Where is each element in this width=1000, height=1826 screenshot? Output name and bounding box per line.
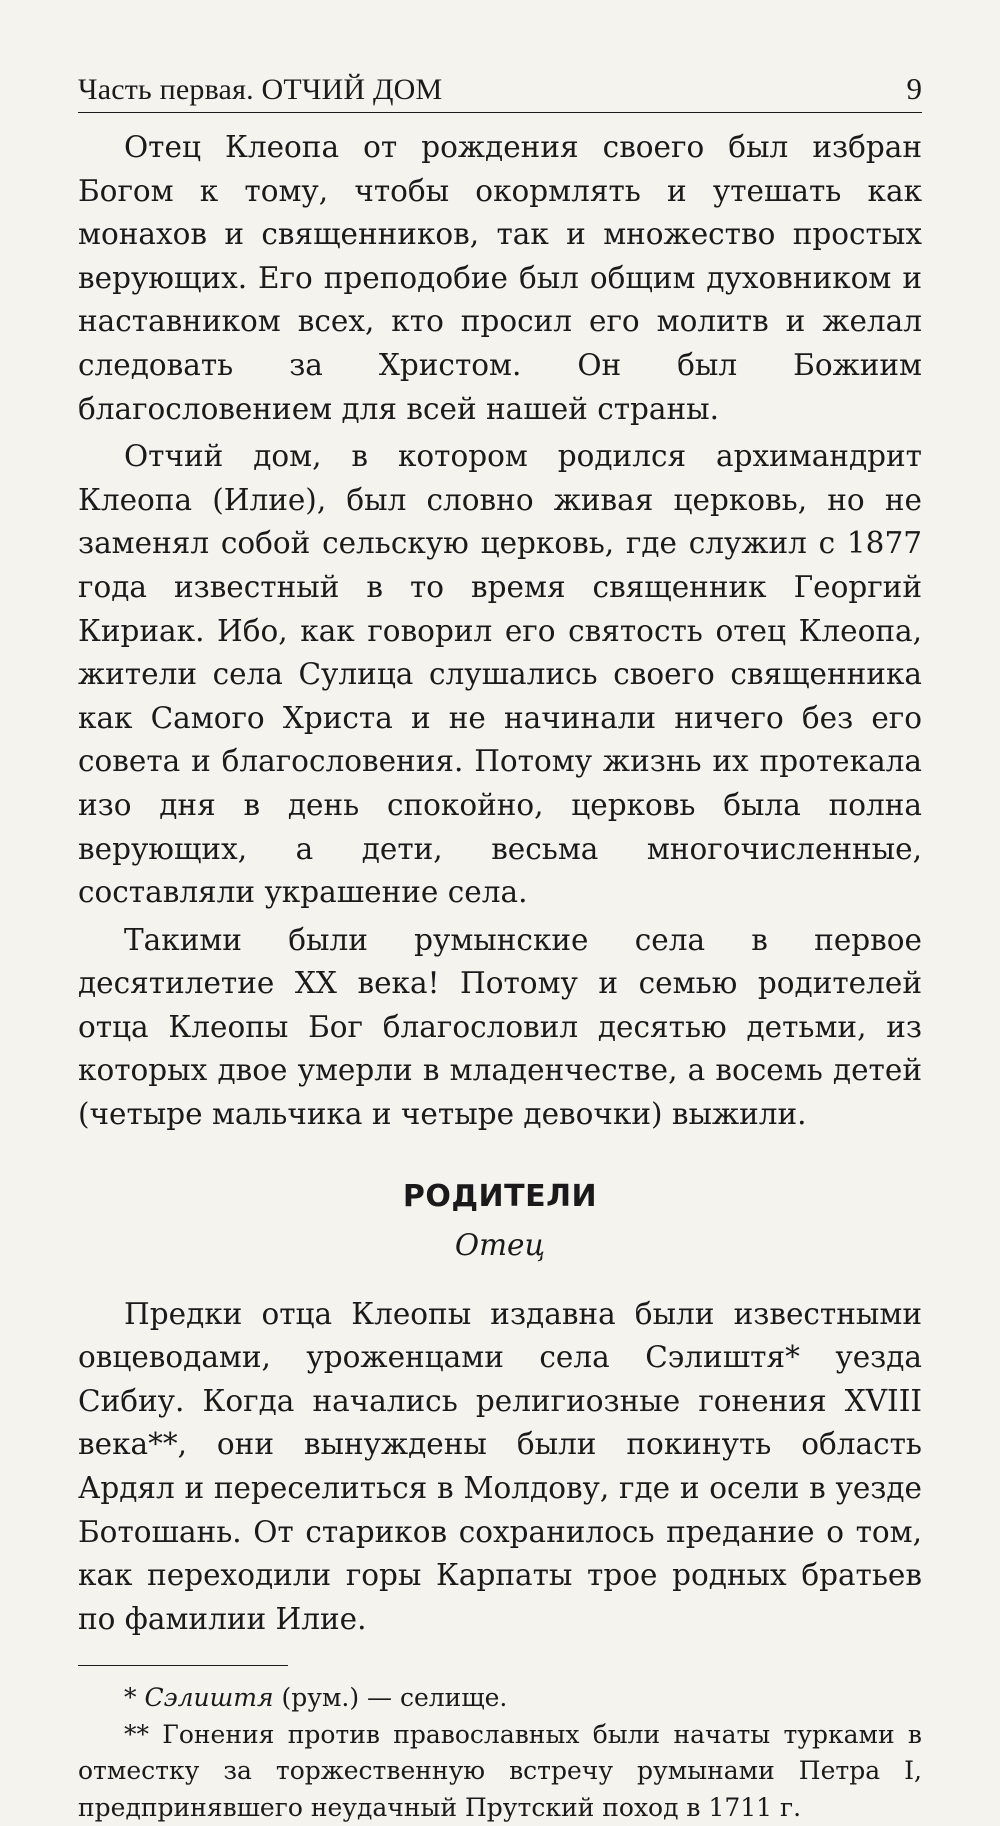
footnote-rule	[78, 1665, 288, 1666]
page-body	[78, 126, 922, 1826]
footnote-marker: **	[124, 1719, 163, 1749]
section-heading: РОДИТЕЛИ	[402, 1178, 598, 1214]
paragraph: Отчий дом, в котором родился архимандрит Клеопа (Илие), был словно живая церковь, но не заменял собой сельскую церковь, где служил с 1877 года известный в то время священник Георгий Кириак. Ибо, как говорил его святость отец Клеопа, жители села Сулица слушались своего священника как Самого Христа и не начинали ничего без его совета и благословения. Потому жизнь их протекала изо дня в день спокойно, церковь была полна верующих, а дети, весьма многочисленные, составляли украшение села.	[78, 439, 922, 910]
footnote-text: (рум.) — селище.	[273, 1683, 508, 1713]
footnote-term: Сэлиштя	[144, 1683, 274, 1713]
page-number: 9	[906, 71, 922, 106]
footnote	[78, 1680, 922, 1717]
running-title: Часть первая. ОТЧИЙ ДОМ	[78, 73, 443, 106]
footnote-marker: *	[124, 1683, 145, 1713]
section-subheading: Отец	[454, 1227, 546, 1262]
paragraph: Отец Клеопа от рождения своего был избран Богом к тому, чтобы окормлять и утешать как монахов и священников, так и множество простых верующих. Его преподобие был общим духовником и наставником всех, кто просил его молитв и желал следовать за Христом. Он был Божиим благословением для всей нашей страны.	[78, 130, 922, 426]
paragraph: Такими были румынские села в первое десятилетие XX века! Потому и семью родителей отца Клеопы Бог благословил десятью детьми, из которых двое умерли в младенчестве, а восемь детей (четыре мальчика и четыре девочки) выжили.	[78, 922, 922, 1132]
running-head	[78, 72, 922, 113]
footnote-text: Гонения против православных были начаты турками в отместку за торжественную встречу румынами Петра I, предпринявшего неудачный Прутский поход в 1711 г.	[78, 1719, 922, 1822]
paragraph: Предки отца Клеопы издавна были известными овцеводами, уроженцами села Сэлиштя* уезда Сибиу. Когда начались религиозные гонения XVIII века**, они вынуждены были покинуть область Ардял и переселиться в Молдову, где и осели в уезде Ботошань. От стариков сохранилось предание о том, как переходили горы Карпаты трое родных братьев по фамилии Илие.	[78, 1296, 922, 1636]
footnote	[78, 1717, 922, 1826]
